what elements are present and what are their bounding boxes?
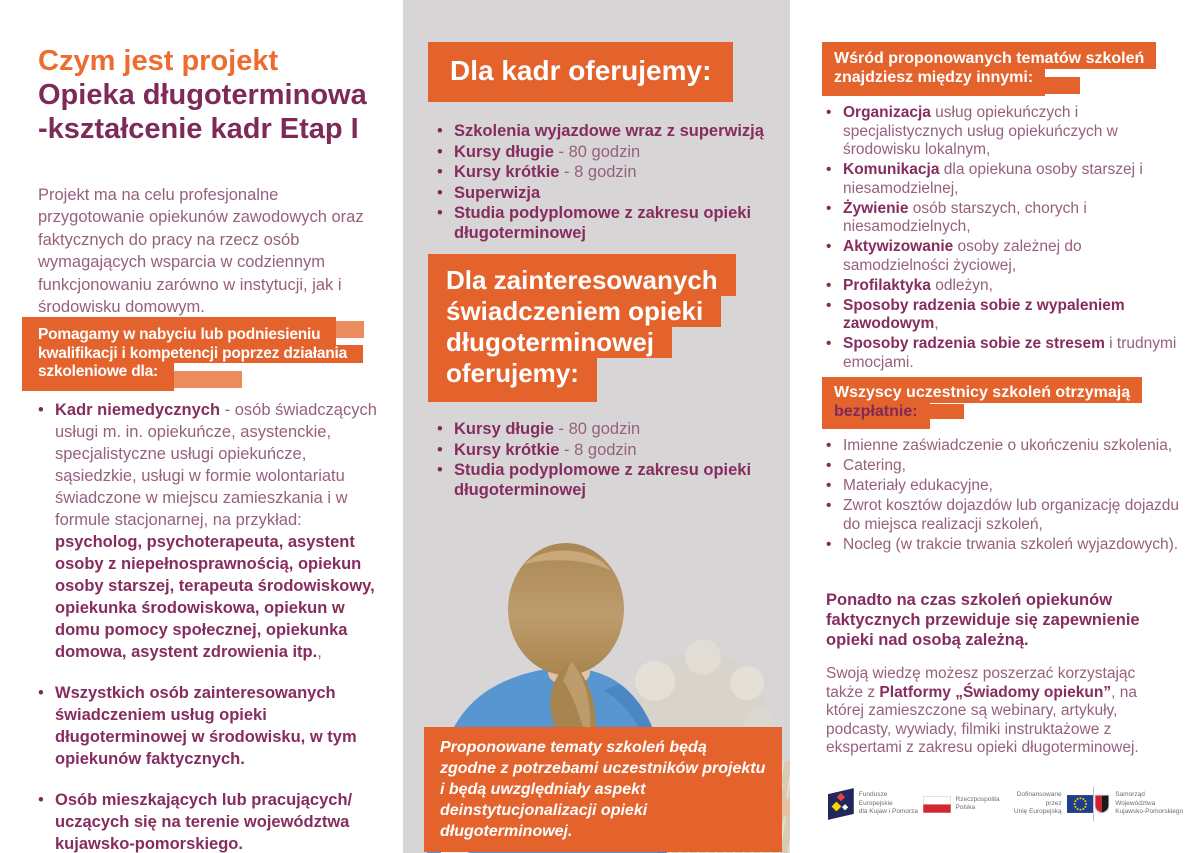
middle-header-interested-offer [428,254,736,402]
banner-line: Wszyscy uczestnicy szkoleń otrzymają [822,377,1142,403]
banner-line: znajdziesz między innymi: [822,69,1045,97]
training-topics-list [826,104,1184,374]
list-item: • Imienne zaświadczenie o ukończeniu szkolenia, [826,437,1184,456]
region-crest-icon [1094,794,1110,814]
list-item: • Sposoby radzenia sobie ze stresem i trudnymi emocjami. [826,335,1184,372]
training-topics-note: Proponowane tematy szkoleń będą zgodne z potrzebami uczestników projektu i będą uwzględniały aspekt deinstytucjonalizacji opieki długoterminowej. [424,727,782,852]
list-item: • Nocleg (w trakcie trwania szkoleń wyjazdowych). [826,536,1184,555]
dependent-care-paragraph: Ponadto na czas szkoleń opiekunów faktycznych przewiduje się zapewnienie opieki nad osobą zależną. [826,591,1140,649]
banner-line: Dla zainteresowanych [428,254,736,296]
page-title-kicker: Czym jest projekt [38,45,279,77]
staff-offer-list [434,122,776,244]
list-item: • Kursy krótkie - 8 godzin [434,163,776,183]
free-benefits-list [826,437,1184,556]
eu-cofunded-label: Dofinansowane przez Unię Europejską [1013,791,1062,816]
list-item: • Komunikacja dla opiekuna osoby starszej i niesamodzielnej, [826,161,1184,198]
list-item: • Materiały edukacyjne, [826,477,1184,496]
banner-line: długoterminowej [428,327,672,358]
eu-funds-label: Fundusze Europejskie dla Kujaw i Pomorza [858,791,919,816]
left-target-groups-list [38,399,390,853]
list-item: • Superwizja [434,184,776,204]
list-item: • Profilaktyka odleżyn, [826,277,1184,296]
list-item: • Kursy długie - 80 godzin [434,420,776,440]
left-banner-help-heading [22,317,363,391]
list-item: • Osób mieszkających lub pracujących/ uczących się na terenie województwa kujawsko-pomorskiego. [38,789,390,853]
poland-flag-icon [923,796,951,813]
list-item: • Zwrot kosztów dojazdów lub organizację dojazdu do miejsca realizacji szkoleń, [826,497,1184,534]
list-item: • Organizacja usług opiekuńczych i specjalistycznych usług opiekuńczych w środowisku lokalnym, [826,104,1184,160]
banner-line: kwalifikacji i kompetencji poprzez działania [22,345,363,364]
region-label: Samorząd Województwa Kujawsko-Pomorskiego [1115,791,1184,816]
right-header-training-topics [822,42,1156,96]
banner-line: bezpłatnie: [822,403,930,430]
list-item: • Kursy krótkie - 8 godzin [434,441,776,461]
middle-header-staff-offer: Dla kadr oferujemy: [428,42,733,102]
eu-flag-icon [1067,795,1094,813]
banner-line: szkoleniowe dla: [22,363,174,391]
page-title [38,44,367,146]
poland-logo [923,796,1000,813]
banner-line: świadczeniem opieki [428,296,721,327]
list-item: • Studia podyplomowe z zakresu opieki długoterminowej [434,204,776,243]
poland-label: Rzeczpospolita Polska [955,795,1000,811]
list-item: • Sposoby radzenia sobie z wypaleniem zawodowym, [826,297,1184,334]
caregiver-hair [508,543,624,675]
banner-line: oferujemy: [428,358,597,402]
region-logo [1094,791,1186,816]
list-item: • Wszystkich osób zainteresowanych świadczeniem usług opieki długoterminowej w środowisku, w tym opiekunów faktycznych. [38,682,390,770]
list-item: • Kursy długie - 80 godzin [434,143,776,163]
list-item: • Kadr niemedycznych - osób świadczących usługi m. in. opiekuńcze, asystenckie, specjalistyczne usługi opiekuńcze, sąsiedzkie, usługi w formie wolontariatu świadczone w miejscu zamieszkania i w formule stacjonarnej, na przykład: psycholog, psychoterapeuta, asystent osoby z niepełnosprawnością, opiekun osoby starszej, terapeuta środowiskowy, opiekunka środowiskowa, opiekun w domu pomocy społecznej, opiekunka domowa, asystent zdrowienia itp., [38,399,390,663]
list-item: • Aktywizowanie osoby zależnej do samodzielności życiowej, [826,238,1184,275]
footer-logo-strip [828,787,1186,821]
list-item: • Studia podyplomowe z zakresu opieki długoterminowej [434,461,776,500]
intro-paragraph: Projekt ma na celu profesjonalne przygotowanie opiekunów zawodowych oraz faktycznych do pracy na rzecz osób wymagających wsparcia w codziennym funkcjonowaniu zarówno w instytucji, jak i środowisku domowym. [38,186,364,317]
list-item: • Catering, [826,457,1184,476]
page-title-line2: Opieka długoterminowa [38,79,367,111]
list-item: • Żywienie osób starszych, chorych i niesamodzielnych, [826,200,1184,237]
eu-cofunded-logo [1000,791,1094,816]
eu-funds-flag-icon [828,788,854,821]
platform-paragraph: Swoją wiedzę możesz poszerzać korzystając także z Platformy „Świadomy opiekun”, na której zamieszczone są webinary, artykuły, podcasty, wywiady, filmiki instruktażowe z ekspertami z zakresu opieki długoterminowej. [826,665,1139,756]
eu-funds-logo [828,788,923,821]
banner-line: Pomagamy w nabyciu lub podniesieniu [22,317,336,345]
list-item: • Szkolenia wyjazdowe wraz z superwizją [434,122,776,142]
banner-line: Wśród proponowanych tematów szkoleń [822,42,1156,69]
page-title-line3: -kształcenie kadr Etap I [38,113,359,145]
right-header-free-benefits [822,377,1142,429]
